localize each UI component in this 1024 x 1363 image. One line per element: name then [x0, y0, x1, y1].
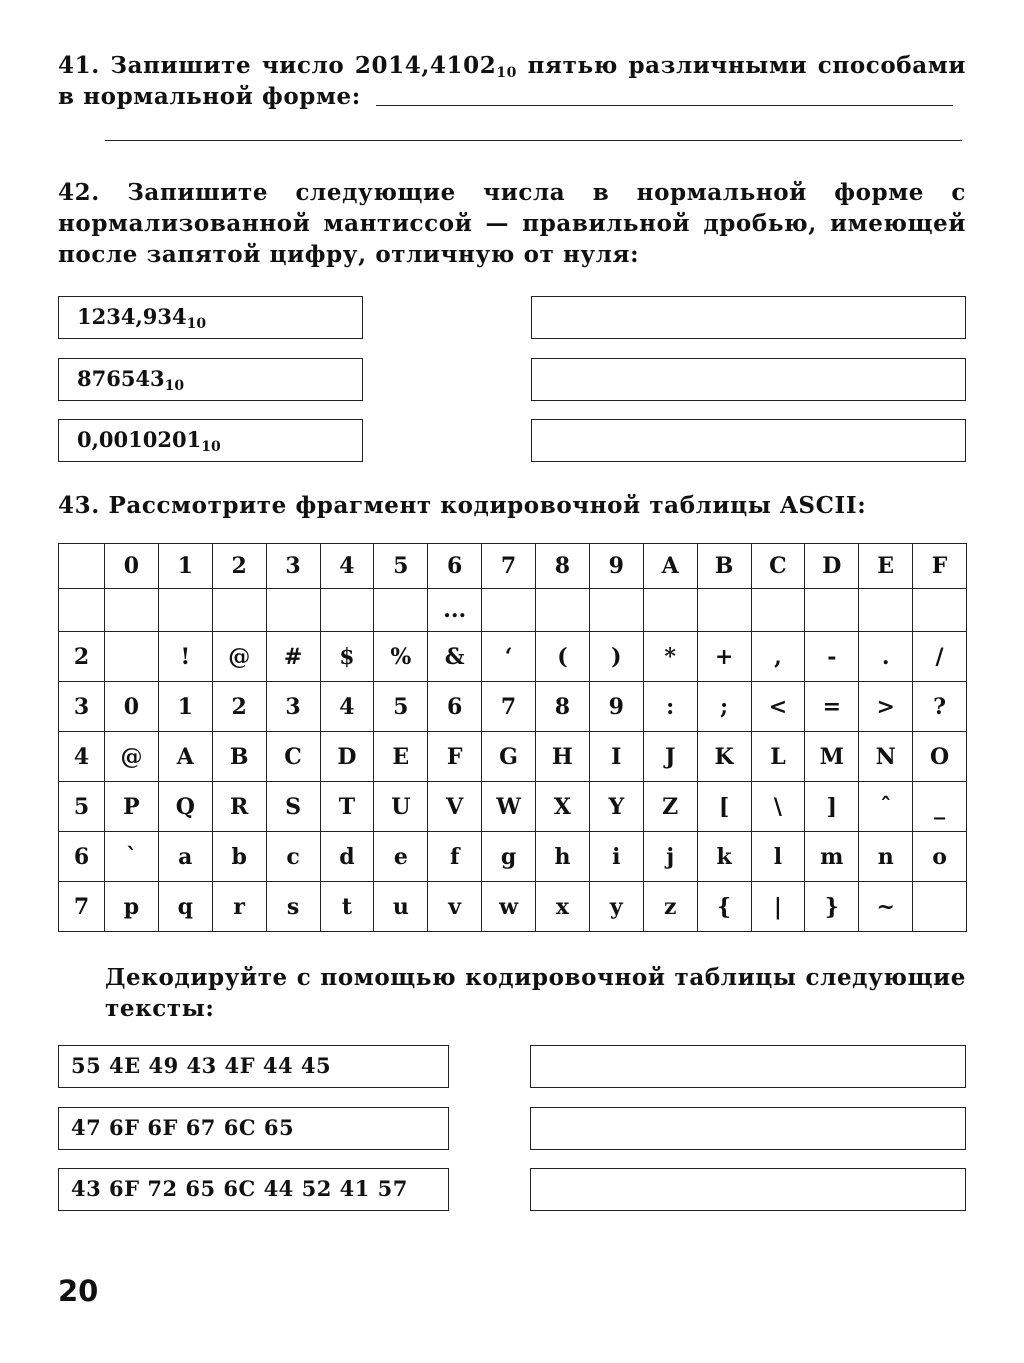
- ascii-cell: ‘: [482, 632, 536, 682]
- ascii-column-header: E: [859, 544, 913, 589]
- decode-prompt: Декодируйте с помощью кодировочной таблицы следующие тексты:: [105, 964, 966, 1022]
- ascii-empty-cell: [751, 589, 805, 632]
- ascii-cell: y: [589, 882, 643, 932]
- ascii-row-header: 4: [59, 732, 105, 782]
- task-43: [58, 490, 966, 521]
- ascii-cell: $: [320, 632, 374, 682]
- number-base-1: 10: [186, 316, 207, 332]
- ascii-cell: r: [212, 882, 266, 932]
- ascii-cell: ]: [805, 782, 859, 832]
- ascii-cell: ;: [697, 682, 751, 732]
- ascii-cell: *: [643, 632, 697, 682]
- ascii-column-header: 9: [589, 544, 643, 589]
- task-42: [58, 177, 966, 270]
- task-41-text-after: пятью различными способами в нормальной форме:: [58, 52, 966, 110]
- ascii-cell: u: [374, 882, 428, 932]
- ascii-column-header: A: [643, 544, 697, 589]
- ascii-cell: h: [536, 832, 590, 882]
- ascii-cell: C: [266, 732, 320, 782]
- ascii-column-header: 5: [374, 544, 428, 589]
- ascii-cell: a: [158, 832, 212, 882]
- ascii-cell: 9: [589, 682, 643, 732]
- ascii-cell: D: [320, 732, 374, 782]
- ascii-row: [59, 632, 967, 682]
- ascii-column-header: F: [913, 544, 967, 589]
- ascii-empty-cell: [482, 589, 536, 632]
- ascii-cell: t: [320, 882, 374, 932]
- number-value-2: 876543: [77, 366, 165, 391]
- ascii-cell: +: [697, 632, 751, 682]
- ascii-cell: [: [697, 782, 751, 832]
- ascii-cell: !: [158, 632, 212, 682]
- ascii-cell: l: [751, 832, 805, 882]
- ascii-empty-cell: [913, 589, 967, 632]
- ascii-cell: f: [428, 832, 482, 882]
- answer-line-2[interactable]: [105, 140, 962, 141]
- ascii-table: [58, 543, 967, 932]
- ascii-cell: [913, 882, 967, 932]
- ascii-cell: /: [913, 632, 967, 682]
- answer-box-1[interactable]: [531, 296, 966, 339]
- ascii-cell: .: [859, 632, 913, 682]
- ascii-cell: S: [266, 782, 320, 832]
- ascii-row: [59, 782, 967, 832]
- ascii-cell: d: [320, 832, 374, 882]
- ascii-cell: B: [212, 732, 266, 782]
- ascii-column-header: 2: [212, 544, 266, 589]
- ascii-ellipsis-row: [59, 589, 967, 632]
- ascii-empty-cell: [212, 589, 266, 632]
- ascii-column-header: B: [697, 544, 751, 589]
- decode-answer-box-2[interactable]: [530, 1107, 966, 1150]
- ascii-cell: s: [266, 882, 320, 932]
- number-value-1: 1234,934: [77, 304, 187, 329]
- ascii-cell: 4: [320, 682, 374, 732]
- ascii-cell: z: [643, 882, 697, 932]
- task-41-number: 41.: [58, 52, 100, 79]
- ascii-cell: 3: [266, 682, 320, 732]
- ascii-row: [59, 832, 967, 882]
- number-box-3: [58, 419, 363, 462]
- ascii-empty-cell: [589, 589, 643, 632]
- ascii-cell: G: [482, 732, 536, 782]
- ascii-cell: >: [859, 682, 913, 732]
- ascii-ellipsis: ...: [428, 589, 482, 632]
- ascii-cell: J: [643, 732, 697, 782]
- ascii-cell: N: [859, 732, 913, 782]
- ascii-column-header: 0: [105, 544, 159, 589]
- ascii-row-header: 7: [59, 882, 105, 932]
- page-number: 20: [58, 1274, 99, 1308]
- ascii-cell: g: [482, 832, 536, 882]
- ascii-column-header: 6: [428, 544, 482, 589]
- ascii-column-header: 1: [158, 544, 212, 589]
- ascii-cell: 0: [105, 682, 159, 732]
- ascii-empty-cell: [643, 589, 697, 632]
- task-43-number: 43.: [58, 492, 100, 519]
- ascii-cell: 6: [428, 682, 482, 732]
- ascii-cell: v: [428, 882, 482, 932]
- answer-line-1[interactable]: [376, 105, 953, 106]
- ascii-cell: &: [428, 632, 482, 682]
- task-42-text: Запишите следующие числа в нормальной форме с нормализованной мантиссой — правильной дробью, имеющей после запятой цифру, отличную от нуля:: [58, 179, 966, 268]
- ascii-cell: R: [212, 782, 266, 832]
- ascii-cell: %: [374, 632, 428, 682]
- ascii-empty-cell: [805, 589, 859, 632]
- ascii-cell: k: [697, 832, 751, 882]
- code-box-1: 55 4E 49 43 4F 44 45: [58, 1045, 449, 1088]
- ascii-row: [59, 732, 967, 782]
- ascii-empty-cell: [59, 589, 105, 632]
- ascii-column-header: D: [805, 544, 859, 589]
- ascii-row-header: 2: [59, 632, 105, 682]
- ascii-cell: @: [212, 632, 266, 682]
- ascii-cell: `: [105, 832, 159, 882]
- ascii-column-header: 4: [320, 544, 374, 589]
- ascii-cell: 5: [374, 682, 428, 732]
- ascii-cell: c: [266, 832, 320, 882]
- ascii-cell: Q: [158, 782, 212, 832]
- ascii-cell: T: [320, 782, 374, 832]
- ascii-cell: ~: [859, 882, 913, 932]
- ascii-cell: n: [859, 832, 913, 882]
- ascii-column-header: 8: [536, 544, 590, 589]
- ascii-cell: Y: [589, 782, 643, 832]
- code-box-2: 47 6F 6F 67 6C 65: [58, 1107, 449, 1150]
- ascii-cell: W: [482, 782, 536, 832]
- ascii-empty-cell: [105, 589, 159, 632]
- task-41-subscript: 10: [496, 65, 518, 81]
- ascii-cell: }: [805, 882, 859, 932]
- ascii-cell: @: [105, 732, 159, 782]
- ascii-cell: {: [697, 882, 751, 932]
- ascii-corner-cell: [59, 544, 105, 589]
- ascii-cell: P: [105, 782, 159, 832]
- ascii-row: [59, 682, 967, 732]
- ascii-cell: =: [805, 682, 859, 732]
- ascii-header-row: [59, 544, 967, 589]
- task-41-text-before: Запишите число 2014,4102: [110, 52, 497, 79]
- decode-answer-box-1[interactable]: [530, 1045, 966, 1088]
- ascii-cell: ?: [913, 682, 967, 732]
- ascii-empty-cell: [536, 589, 590, 632]
- ascii-cell: :: [643, 682, 697, 732]
- ascii-row-header: 6: [59, 832, 105, 882]
- ascii-cell: ,: [751, 632, 805, 682]
- ascii-row-header: 3: [59, 682, 105, 732]
- ascii-cell: o: [913, 832, 967, 882]
- ascii-cell: Z: [643, 782, 697, 832]
- ascii-cell: _: [913, 782, 967, 832]
- number-box-2: [58, 358, 363, 401]
- ascii-row-header: 5: [59, 782, 105, 832]
- ascii-cell: (: [536, 632, 590, 682]
- ascii-row: [59, 882, 967, 932]
- ascii-cell: E: [374, 732, 428, 782]
- ascii-cell: |: [751, 882, 805, 932]
- number-base-3: 10: [201, 439, 221, 455]
- ascii-cell: b: [212, 832, 266, 882]
- ascii-cell: w: [482, 882, 536, 932]
- ascii-cell: \: [751, 782, 805, 832]
- ascii-cell: q: [158, 882, 212, 932]
- ascii-empty-cell: [859, 589, 913, 632]
- ascii-cell: F: [428, 732, 482, 782]
- ascii-empty-cell: [320, 589, 374, 632]
- ascii-empty-cell: [158, 589, 212, 632]
- ascii-cell: -: [805, 632, 859, 682]
- ascii-empty-cell: [697, 589, 751, 632]
- ascii-cell: M: [805, 732, 859, 782]
- ascii-empty-cell: [266, 589, 320, 632]
- ascii-cell: x: [536, 882, 590, 932]
- number-value-3: 0,0010201: [77, 427, 202, 452]
- ascii-cell: <: [751, 682, 805, 732]
- ascii-cell: [105, 632, 159, 682]
- ascii-cell: O: [913, 732, 967, 782]
- ascii-column-header: 3: [266, 544, 320, 589]
- ascii-cell: j: [643, 832, 697, 882]
- ascii-cell: 2: [212, 682, 266, 732]
- ascii-cell: 8: [536, 682, 590, 732]
- ascii-cell: p: [105, 882, 159, 932]
- ascii-cell: ): [589, 632, 643, 682]
- ascii-cell: I: [589, 732, 643, 782]
- ascii-cell: #: [266, 632, 320, 682]
- number-base-2: 10: [164, 378, 185, 394]
- task-43-text: Рассмотрите фрагмент кодировочной таблицы ASCII:: [108, 492, 867, 519]
- ascii-cell: L: [751, 732, 805, 782]
- number-box-1: [58, 296, 363, 339]
- ascii-cell: K: [697, 732, 751, 782]
- ascii-column-header: C: [751, 544, 805, 589]
- code-box-3: 43 6F 72 65 6C 44 52 41 57: [58, 1168, 449, 1211]
- ascii-column-header: 7: [482, 544, 536, 589]
- ascii-cell: ˆ: [859, 782, 913, 832]
- decode-answer-box-3[interactable]: [530, 1168, 966, 1211]
- answer-box-3[interactable]: [531, 419, 966, 462]
- ascii-cell: A: [158, 732, 212, 782]
- ascii-cell: i: [589, 832, 643, 882]
- ascii-cell: 1: [158, 682, 212, 732]
- ascii-cell: U: [374, 782, 428, 832]
- ascii-cell: V: [428, 782, 482, 832]
- ascii-cell: X: [536, 782, 590, 832]
- ascii-cell: H: [536, 732, 590, 782]
- ascii-cell: e: [374, 832, 428, 882]
- task-42-number: 42.: [58, 179, 100, 206]
- answer-box-2[interactable]: [531, 358, 966, 401]
- ascii-empty-cell: [374, 589, 428, 632]
- task-41: [58, 50, 966, 112]
- ascii-cell: 7: [482, 682, 536, 732]
- ascii-cell: m: [805, 832, 859, 882]
